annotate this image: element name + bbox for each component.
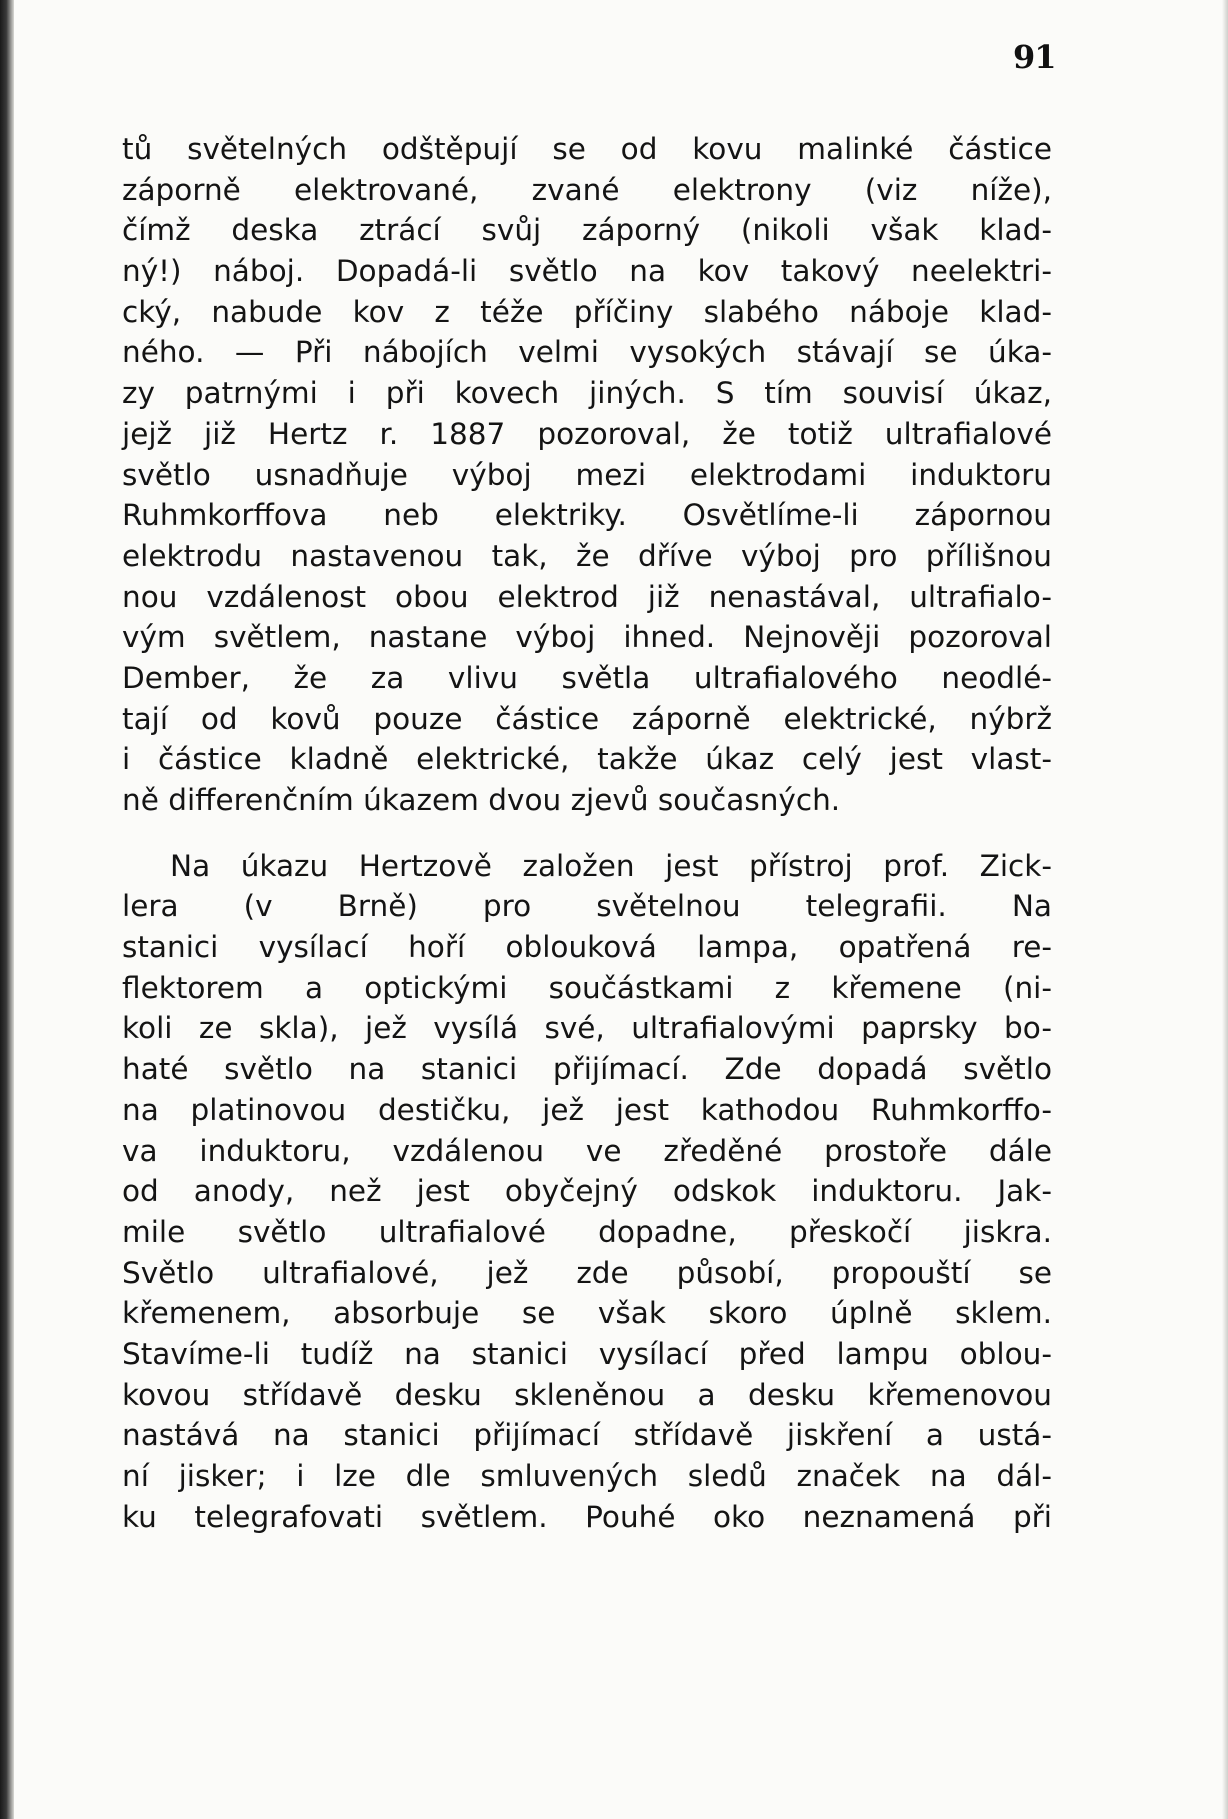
text-line: va induktoru, vzdálenou ve zředěné prostoře dále	[122, 1133, 1052, 1168]
text-line: flektorem a optickými součástkami z křemene (ni-	[122, 970, 1052, 1005]
text-line: elektrodu nastavenou tak, že dříve výboj pro přílišnou	[122, 538, 1052, 573]
text-line: vým světlem, nastane výboj ihned. Nejnověji pozoroval	[122, 620, 1052, 655]
paragraph-gap	[122, 821, 1052, 846]
text-line: zy patrnými i při kovech jiných. S tím souvisí úkaz,	[122, 376, 1052, 411]
text-line: ku telegrafovati světlem. Pouhé oko neznamená při	[122, 1499, 1052, 1534]
text-line: ně differenčním úkazem dvou zjevů současných.	[122, 783, 841, 817]
text-line: jejž již Hertz r. 1887 pozoroval, že totiž ultrafialové	[122, 416, 1052, 451]
text-line: tají od kovů pouze částice záporně elektrické, nýbrž	[122, 701, 1052, 736]
text-line: stanici vysílací hoří oblouková lampa, opatřená re-	[122, 930, 1052, 965]
text-line: nou vzdálenost obou elektrod již nenastával, ultrafialo-	[122, 579, 1052, 614]
text-line: Dember, že za vlivu světla ultrafialového neodlé-	[122, 660, 1052, 695]
text-line: křemenem, absorbuje se však skoro úplně sklem.	[122, 1296, 1052, 1331]
text-line: ní jisker; i lze dle smluvených sledů značek na dál-	[122, 1459, 1052, 1493]
text-line: cký, nabude kov z téže příčiny slabého náboje klad-	[122, 294, 1052, 329]
page-right-edge	[1222, 0, 1228, 1819]
text-line: kovou střídavě desku skleněnou a desku křemenovou	[122, 1377, 1052, 1412]
text-line: nastává na stanici přijímací střídavě jiskření a ustá-	[122, 1418, 1052, 1453]
text-line: Ruhmkorffova neb elektriky. Osvětlíme-li zápornou	[122, 498, 1052, 533]
text-line: koli ze skla), jež vysílá své, ultrafialovými paprsky bo-	[122, 1011, 1052, 1046]
text-line: Stavíme-li tudíž na stanici vysílací před lampu oblou-	[122, 1336, 1052, 1371]
text-line: na platinovou destičku, jež jest kathodou Ruhmkorffo-	[122, 1092, 1052, 1127]
paragraph-1	[122, 129, 1052, 821]
text-line: lera (v Brně) pro světelnou telegrafii. Na	[122, 889, 1052, 924]
text-line: světlo usnadňuje výboj mezi elektrodami induktoru	[122, 457, 1052, 492]
text-line: ného. — Při nábojích velmi vysokých stávají se úka-	[122, 335, 1052, 370]
text-line: mile světlo ultrafialové dopadne, přeskočí jiskra.	[122, 1214, 1052, 1249]
text-line: záporně elektrované, zvané elektrony (viz níže),	[122, 172, 1052, 207]
text-line: Na úkazu Hertzově založen jest přístroj prof. Zick-	[170, 848, 1052, 883]
text-line: haté světlo na stanici přijímací. Zde dopadá světlo	[122, 1052, 1052, 1087]
page-number: 91	[1013, 38, 1056, 76]
text-line: tů světelných odštěpují se od kovu malinké částice	[122, 132, 1052, 166]
text-line: i částice kladně elektrické, takže úkaz celý jest vlast-	[122, 742, 1052, 777]
text-line: čímž deska ztrácí svůj záporný (nikoli však klad-	[122, 213, 1052, 248]
body-text	[122, 129, 1052, 1537]
text-line: Světlo ultrafialové, jež zde působí, propouští se	[122, 1255, 1052, 1290]
text-line: ný!) náboj. Dopadá-li světlo na kov takový neelektri-	[122, 254, 1052, 289]
paragraph-2	[122, 846, 1052, 1538]
page-left-edge	[0, 0, 14, 1819]
text-line: od anody, než jest obyčejný odskok induktoru. Jak-	[122, 1174, 1052, 1209]
